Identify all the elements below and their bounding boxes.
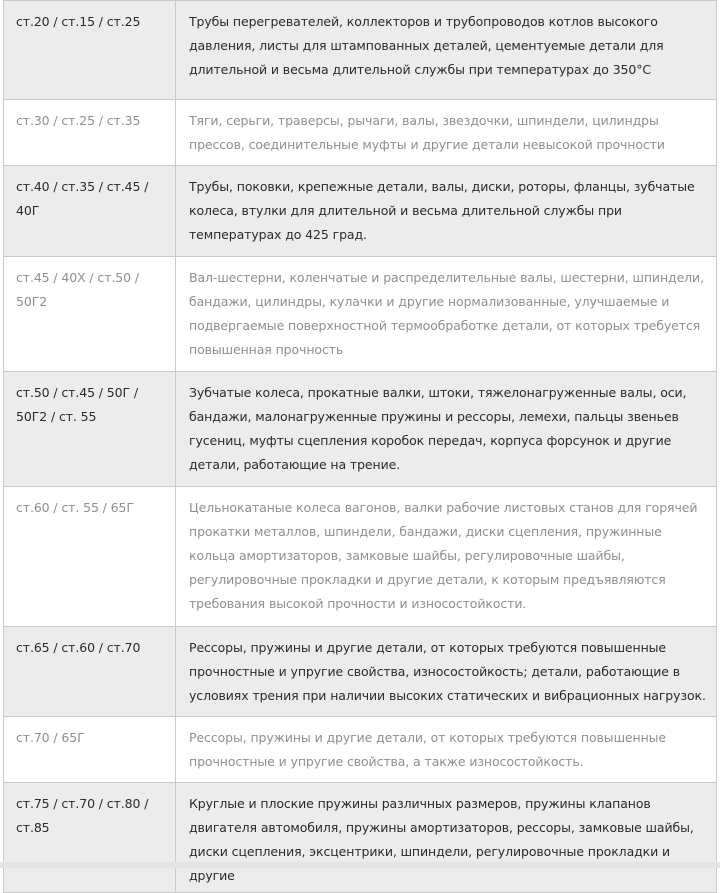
application-cell: Тяги, серьги, траверсы, рычаги, валы, звездочки, шпиндели, цилиндры прессов, соединительные муфты и другие детали невысокой прочности: [176, 100, 717, 166]
grade-cell: ст.45 / 40Х / ст.50 / 50Г2: [4, 257, 176, 372]
grade-cell: ст.75 / ст.70 / ст.80 / ст.85: [4, 783, 176, 893]
table-row: [4, 100, 717, 166]
table-row: [4, 627, 717, 717]
application-cell: Зубчатые колеса, прокатные валки, штоки, тяжелонагруженные валы, оси, бандажи, малонагруженные пружины и рессоры, лемехи, пальцы звеньев гусениц, муфты сцепления коробок передач, корпуса форсунок и другие детали, работающие на трение.: [176, 372, 717, 487]
table-row: [4, 783, 717, 893]
table-row: [4, 487, 717, 627]
application-cell: Трубы, поковки, крепежные детали, валы, диски, роторы, фланцы, зубчатые колеса, втулки для длительной и весьма длительной службы при температурах до 425 град.: [176, 166, 717, 257]
table-row: [4, 717, 717, 783]
application-cell: Рессоры, пружины и другие детали, от которых требуются повышенные прочностные и упругие свойства, а также износостойкость.: [176, 717, 717, 783]
grade-cell: ст.50 / ст.45 / 50Г / 50Г2 / ст. 55: [4, 372, 176, 487]
application-cell: Цельнокатаные колеса вагонов, валки рабочие листовых станов для горячей прокатки металлов, шпиндели, бандажи, диски сцепления, пружинные кольца амортизаторов, замковые шайбы, регулировочные шайбы, регулировочные прокладки и другие детали, к которым предъявляются требования высокой прочности и износостойкости.: [176, 487, 717, 627]
table-body: [4, 1, 717, 893]
grade-cell: ст.70 / 65Г: [4, 717, 176, 783]
grade-cell: ст.20 / ст.15 / ст.25: [4, 1, 176, 100]
table-row: [4, 1, 717, 100]
application-cell: Трубы перегревателей, коллекторов и трубопроводов котлов высокого давления, листы для штампованных деталей, цементуемые детали для длительной и весьма длительной службы при температурах до 350°С: [176, 1, 717, 100]
table-row: [4, 166, 717, 257]
grade-cell: ст.40 / ст.35 / ст.45 / 40Г: [4, 166, 176, 257]
table-row: [4, 372, 717, 487]
grade-cell: ст.65 / ст.60 / ст.70: [4, 627, 176, 717]
application-cell: Вал-шестерни, коленчатые и распределительные валы, шестерни, шпиндели, бандажи, цилиндры, кулачки и другие нормализованные, улучшаемые и подвергаемые поверхностной термообработке детали, от которых требуется повышенная прочность: [176, 257, 717, 372]
bottom-scroll-edge: [0, 862, 720, 868]
steel-grades-table: [3, 0, 717, 893]
table-row: [4, 257, 717, 372]
application-cell: Круглые и плоские пружины различных размеров, пружины клапанов двигателя автомобиля, пружины амортизаторов, рессоры, замковые шайбы, диски сцепления, эксцентрики, шпиндели, регулировочные прокладки и другие: [176, 783, 717, 893]
application-cell: Рессоры, пружины и другие детали, от которых требуются повышенные прочностные и упругие свойства, износостойкость; детали, работающие в условиях трения при наличии высоких статических и вибрационных нагрузок.: [176, 627, 717, 717]
grade-cell: ст.60 / ст. 55 / 65Г: [4, 487, 176, 627]
grade-cell: ст.30 / ст.25 / ст.35: [4, 100, 176, 166]
